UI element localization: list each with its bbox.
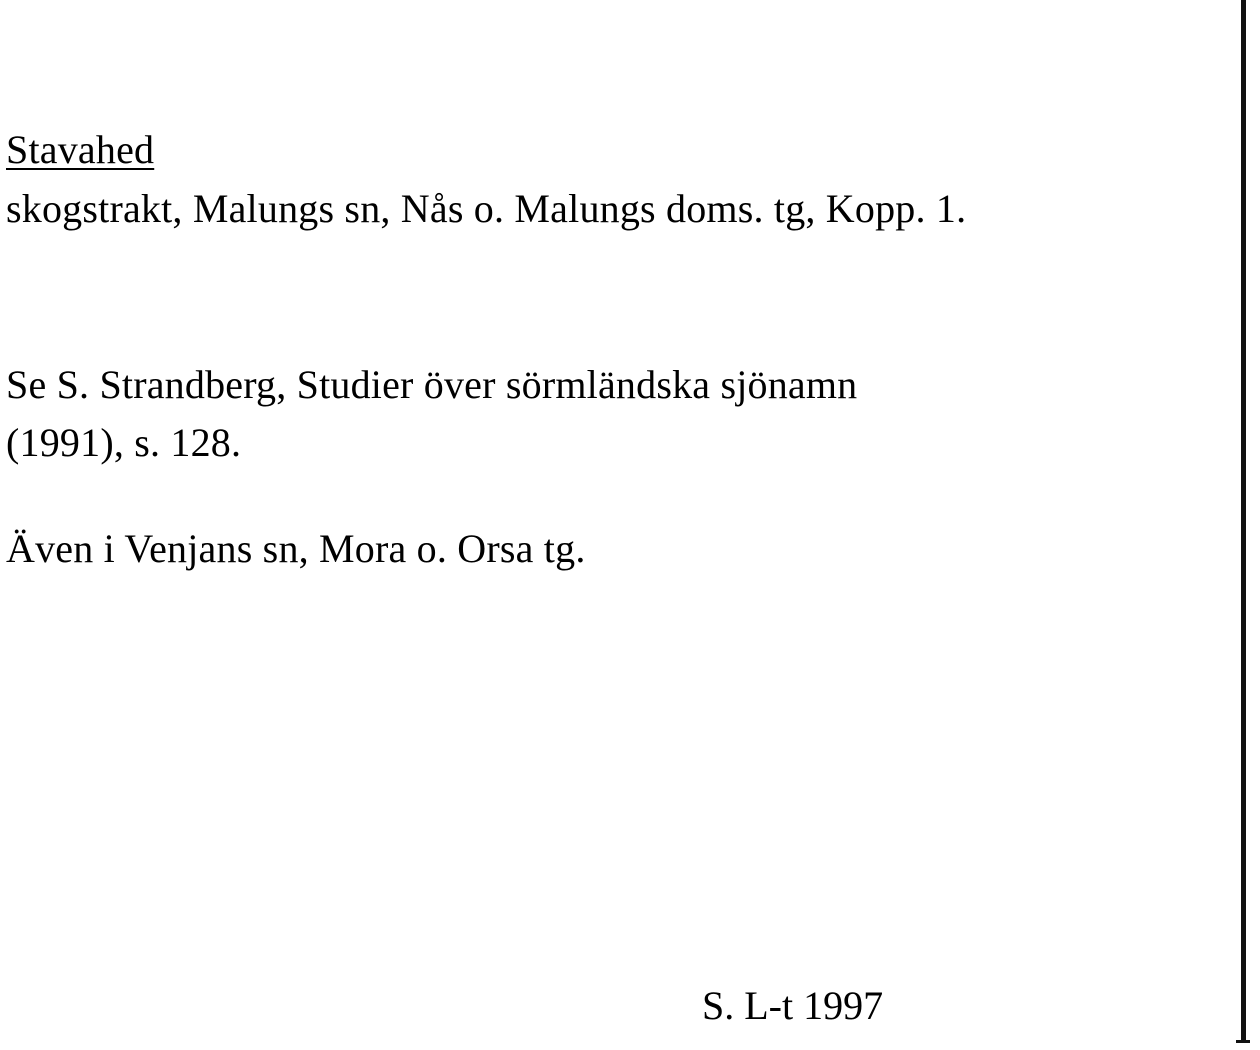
headword: Stavahed bbox=[6, 127, 155, 172]
reference-line: Se S. Strandberg, Studier över sörmländska sjönamn bbox=[6, 362, 858, 407]
signature: S. L-t 1997 bbox=[702, 983, 884, 1028]
definition-text: skogstrakt, Malungs sn, Nås o. Malungs doms. tg, Kopp. 1. bbox=[6, 186, 967, 231]
note-text: Även i Venjans sn, Mora o. Orsa tg. bbox=[6, 526, 586, 571]
card-edge-border bbox=[1241, 0, 1246, 1042]
reference-line: (1991), s. 128. bbox=[6, 420, 242, 465]
card-edge-tick bbox=[1236, 1040, 1250, 1043]
